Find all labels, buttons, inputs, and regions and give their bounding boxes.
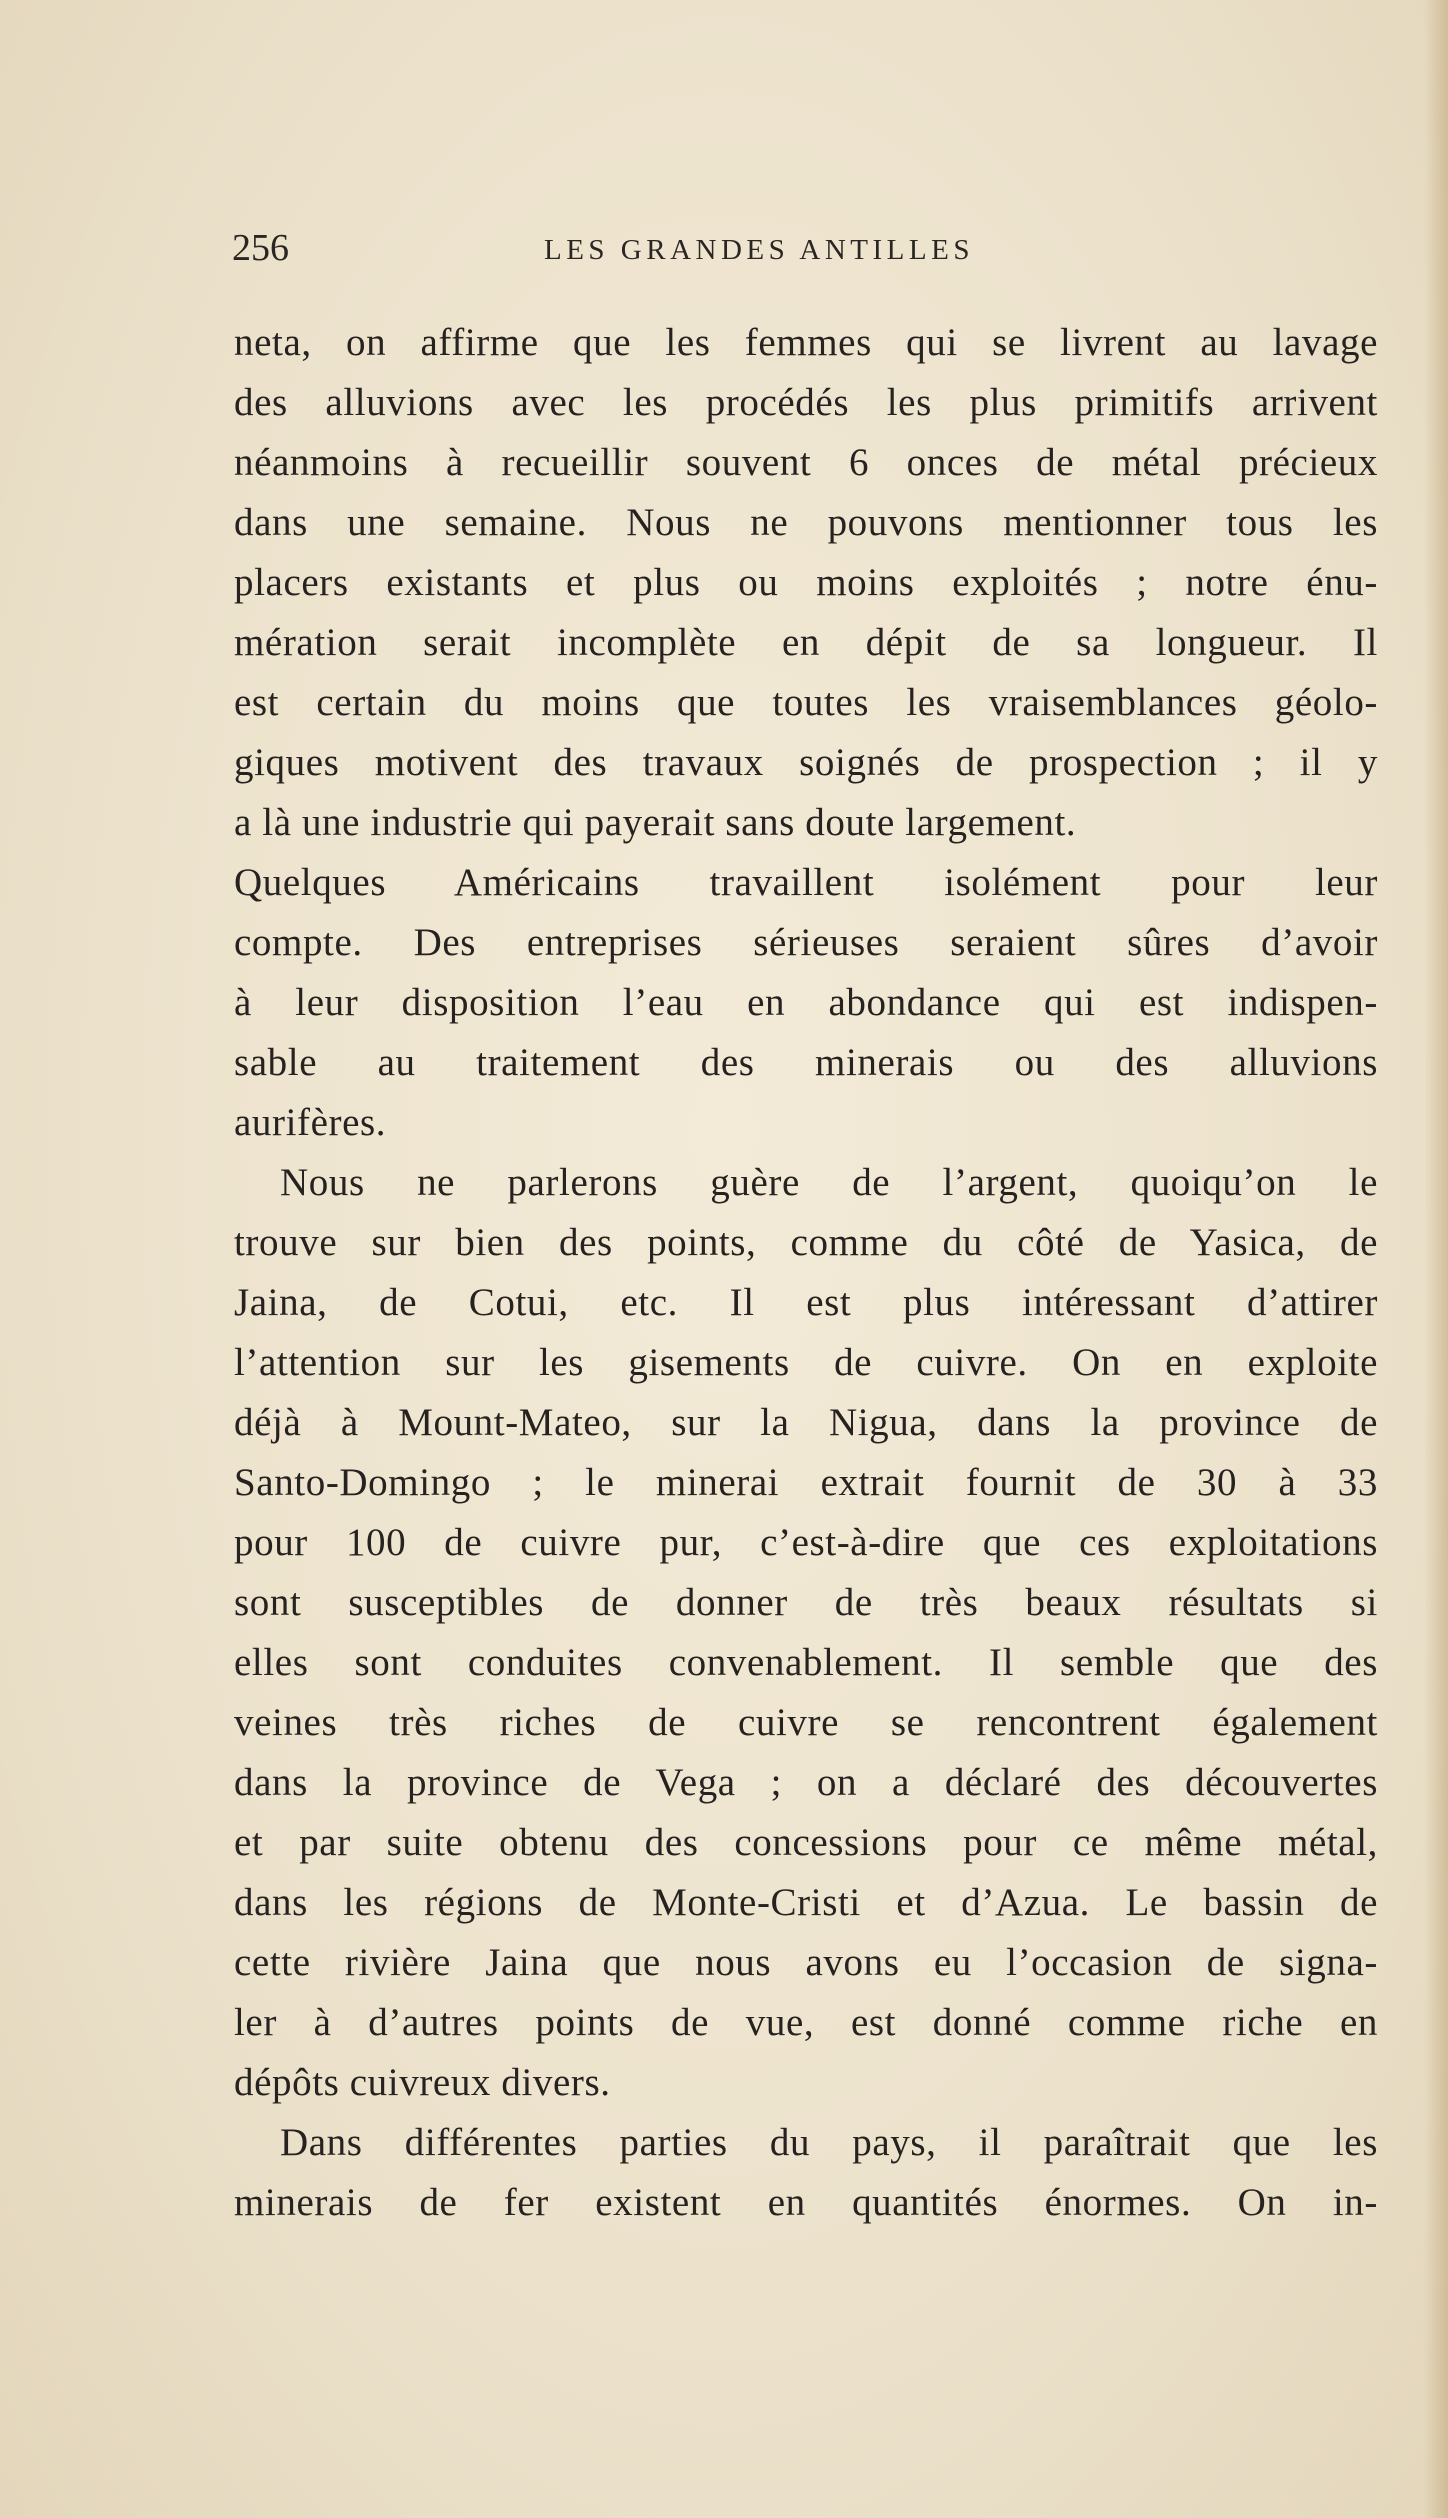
text-line: Nous ne parlerons guère de l’argent, quoiqu’on le xyxy=(280,1161,1378,1204)
text-line: sont susceptibles de donner de très beaux résultats si xyxy=(234,1581,1378,1624)
text-line: a là une industrie qui payerait sans doute largement. xyxy=(234,801,1077,844)
text-line: giques motivent des travaux soignés de prospection ; il y xyxy=(234,741,1378,784)
page-edge-shadow xyxy=(1424,0,1448,2518)
paragraph-2 xyxy=(234,1153,1378,2113)
running-title: LES GRANDES ANTILLES xyxy=(544,234,974,266)
body-text xyxy=(234,313,1378,2233)
text-line: déjà à Mount-Mateo, sur la Nigua, dans la province de xyxy=(234,1401,1378,1444)
running-head xyxy=(232,222,1367,274)
text-line: mération serait incomplète en dépit de sa longueur. Il xyxy=(234,621,1378,664)
text-line: Jaina, de Cotui, etc. Il est plus intéressant d’attirer xyxy=(234,1281,1378,1324)
text-line: neta, on affirme que les femmes qui se livrent au lavage xyxy=(234,321,1378,364)
text-line: dépôts cuivreux divers. xyxy=(234,2061,611,2104)
text-line: minerais de fer existent en quantités énormes. On in- xyxy=(234,2181,1378,2224)
text-line: l’attention sur les gisements de cuivre. On en exploite xyxy=(234,1341,1378,1384)
text-line: trouve sur bien des points, comme du côté de Yasica, de xyxy=(234,1221,1378,1264)
paragraph-1 xyxy=(234,313,1378,1153)
text-line: sable au traitement des minerais ou des alluvions xyxy=(234,1041,1378,1084)
text-line: dans la province de Vega ; on a déclaré des découvertes xyxy=(234,1761,1378,1804)
text-line: dans une semaine. Nous ne pouvons mentionner tous les xyxy=(234,501,1378,544)
paragraph-3 xyxy=(234,2113,1378,2233)
text-line: à leur disposition l’eau en abondance qui est indispen- xyxy=(234,981,1378,1024)
text-line: des alluvions avec les procédés les plus primitifs arrivent xyxy=(234,381,1378,424)
text-line: Quelques Américains travaillent isolément pour leur xyxy=(234,861,1378,904)
text-line: veines très riches de cuivre se rencontrent également xyxy=(234,1701,1378,1744)
text-line: placers existants et plus ou moins exploités ; notre énu- xyxy=(234,561,1378,604)
text-line: aurifères. xyxy=(234,1101,387,1144)
text-line: ler à d’autres points de vue, est donné comme riche en xyxy=(234,2001,1378,2044)
text-line: et par suite obtenu des concessions pour ce même métal, xyxy=(234,1821,1378,1864)
text-line: pour 100 de cuivre pur, c’est-à-dire que ces exploitations xyxy=(234,1521,1378,1564)
text-line: néanmoins à recueillir souvent 6 onces de métal précieux xyxy=(234,441,1378,484)
text-line: elles sont conduites convenablement. Il semble que des xyxy=(234,1641,1378,1684)
text-line: est certain du moins que toutes les vraisemblances géolo- xyxy=(234,681,1378,724)
text-line: Santo-Domingo ; le minerai extrait fournit de 30 à 33 xyxy=(234,1461,1378,1504)
text-line: dans les régions de Monte-Cristi et d’Azua. Le bassin de xyxy=(234,1881,1378,1924)
page-number: 256 xyxy=(232,227,289,269)
text-line: compte. Des entreprises sérieuses seraient sûres d’avoir xyxy=(234,921,1378,964)
text-line: Dans différentes parties du pays, il paraîtrait que les xyxy=(280,2121,1378,2164)
text-line: cette rivière Jaina que nous avons eu l’occasion de signa- xyxy=(234,1941,1378,1984)
